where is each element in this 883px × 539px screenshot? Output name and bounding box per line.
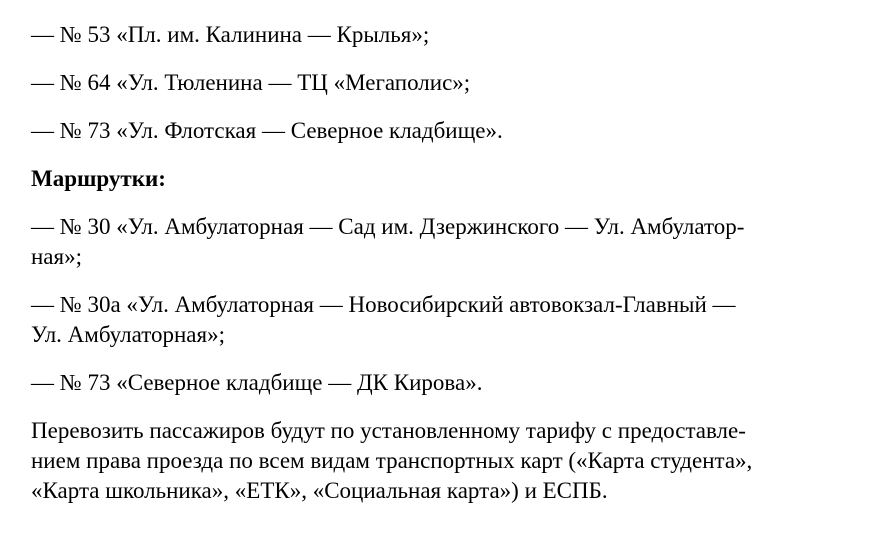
text-line: Перевозить пассажиров будут по установленному тарифу с предоставле-	[31, 418, 746, 443]
text-line: — № 53 «Пл. им. Калинина — Крылья»;	[31, 22, 430, 47]
heading-text: Маршрутки:	[31, 166, 166, 191]
document-body	[31, 20, 846, 524]
route-minibus-30a	[31, 290, 846, 350]
heading-marshrutki	[31, 164, 846, 194]
text-line: — № 30а «Ул. Амбулаторная — Новосибирский автовокзал-Главный —	[31, 292, 736, 317]
text-line: — № 30 «Ул. Амбулаторная — Сад им. Дзержинского — Ул. Амбулатор-	[31, 214, 745, 239]
route-bus-73	[31, 116, 846, 146]
text-line: «Карта школьника», «ЕТК», «Социальная карта») и ЕСПБ.	[31, 478, 608, 503]
text-line: нием права проезда по всем видам транспортных карт («Карта студента»,	[31, 448, 753, 473]
route-minibus-73	[31, 368, 846, 398]
route-minibus-30	[31, 212, 846, 272]
route-bus-64	[31, 68, 846, 98]
text-line: Ул. Амбулаторная»;	[31, 322, 225, 347]
text-line: — № 73 «Северное кладбище — ДК Кирова».	[31, 370, 483, 395]
text-line: — № 64 «Ул. Тюленина — ТЦ «Мегаполис»;	[31, 70, 471, 95]
fare-paragraph	[31, 416, 846, 506]
route-bus-53	[31, 20, 846, 50]
text-line: ная»;	[31, 244, 82, 269]
text-line: — № 73 «Ул. Флотская — Северное кладбище».	[31, 118, 503, 143]
